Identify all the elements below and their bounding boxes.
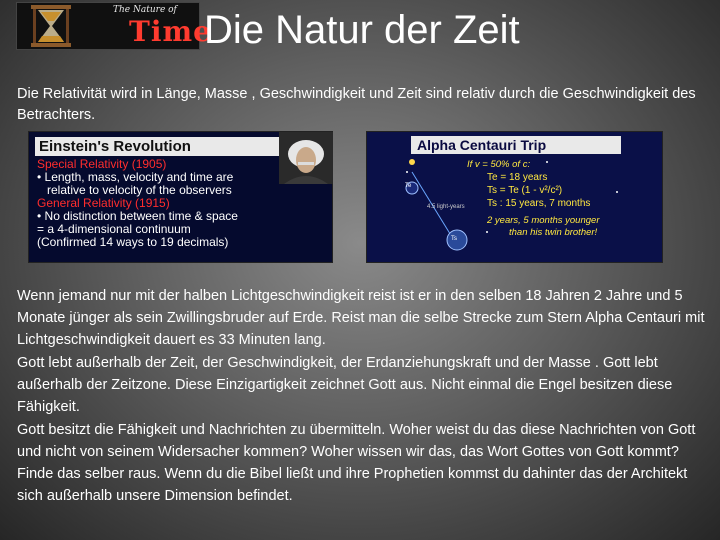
page-title: Die Natur der Zeit — [204, 8, 520, 52]
einstein-image-lines — [37, 158, 327, 249]
alpha-condition: If v = 50% of c: — [467, 159, 531, 170]
alpha-te-marker: Te — [405, 183, 412, 189]
einstein-line: • Length, mass, velocity and time are — [37, 170, 234, 184]
alpha-younger-2: than his twin brother! — [509, 227, 598, 238]
paragraph: Wenn jemand nur mit der halben Lichtgeschwindigkeit reist ist er in den selben 18 Jahren 2 Jahre und 5 Monate jünger als sein Zwillingsbruder auf Erde. Reist man die selbe Strecke zum Stern Alpha Centauri mit Lichtgeschwindigkeit dauert es 33 Minuten lang. — [17, 288, 705, 348]
alpha-distance: 4.5 light-years — [427, 204, 465, 210]
alpha-ts-years: Ts : 15 years, 7 months — [487, 198, 591, 209]
alpha-ts-formula: Ts = Te (1 - v²/c²) — [487, 185, 563, 196]
einstein-line: relative to velocity of the observers — [47, 183, 232, 197]
body-text — [17, 285, 713, 508]
alpha-te-line: Te = 18 years — [487, 172, 548, 183]
einstein-line: • No distinction between time & space — [37, 209, 238, 223]
logo-subtitle: The Nature of — [113, 5, 177, 15]
einstein-line: General Relativity (1915) — [37, 196, 170, 210]
paragraph: Gott lebt außerhalb der Zeit, der Geschwindigkeit, der Erdanziehungskraft und der Masse . Gott lebt außerhalb der Zeitzone. Diese Einzigartigkeit zeichnet Gott aus. Nicht einmal die Engel besitzen diese Fähigkeit. — [17, 355, 673, 415]
einstein-line: Special Relativity (1905) — [37, 157, 167, 171]
trip-diagram — [367, 132, 662, 262]
logo-title: Time — [129, 15, 212, 48]
einstein-line: (Confirmed 14 ways to 19 decimals) — [37, 235, 229, 249]
alpha-centauri-image — [366, 131, 663, 263]
alpha-younger-1: 2 years, 5 months younger — [487, 215, 600, 226]
hourglass-icon — [21, 4, 81, 48]
einstein-revolution-image — [28, 131, 333, 263]
alpha-image-title: Alpha Centauri Trip — [411, 136, 621, 154]
alpha-ts-marker: Ts — [451, 236, 457, 242]
intro-text: Die Relativität wird in Länge, Masse , Geschwindigkeit und Zeit sind relativ durch die Geschwindigkeit des Betrachters. — [17, 86, 696, 123]
einstein-line: = a 4-dimensional continuum — [37, 222, 191, 236]
paragraph: Gott besitzt die Fähigkeit und Nachrichten zu übermitteln. Woher weist du das diese Nachrichten von Gott und nicht von seinem Widersacher kommen? Woher wissen wir das, das Wort Gottes von Gott kommt? Finde das selber raus. Wenn du die Bibel ließt und ihre Prophetien kommst du dahinter das der Architekt sich außerhalb unsere Dimension befindet. — [17, 422, 696, 504]
logo — [16, 2, 212, 50]
einstein-image-title: Einstein's Revolution — [35, 137, 289, 156]
